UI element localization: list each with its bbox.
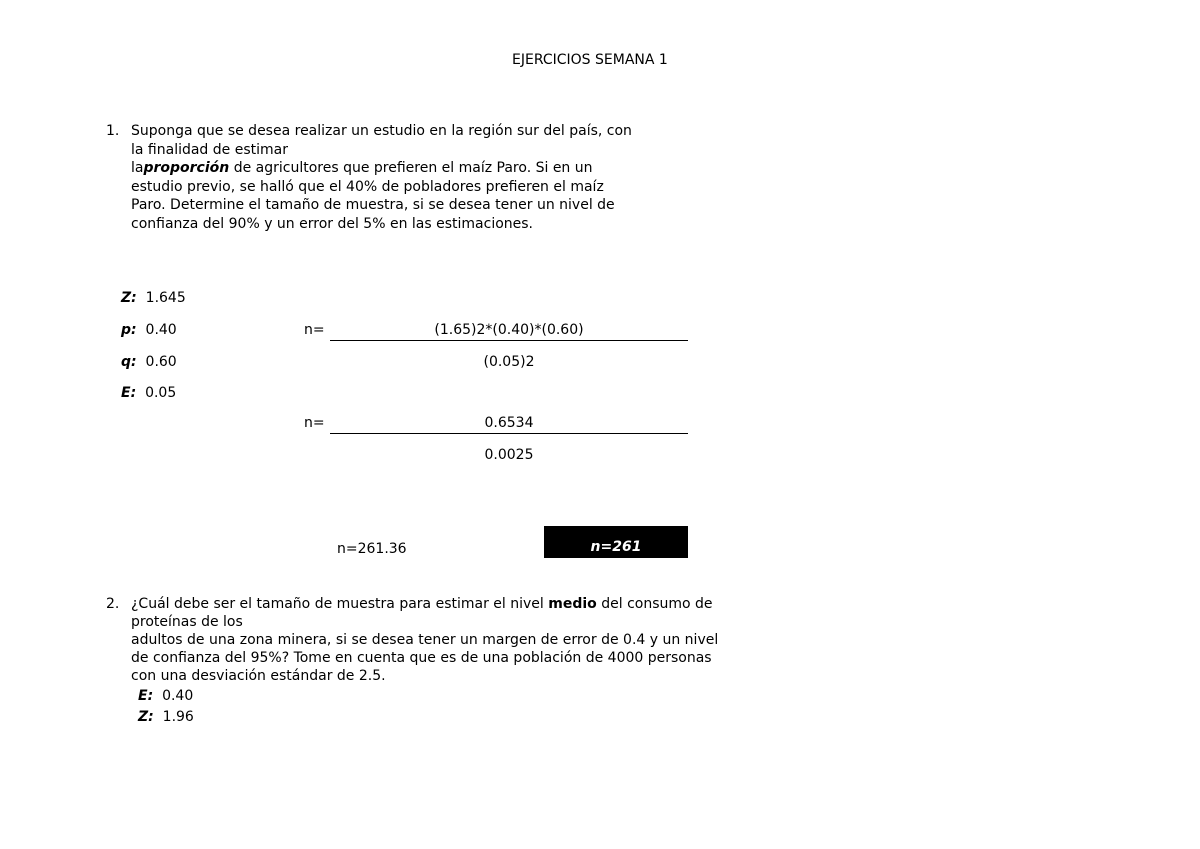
question-1-text (131, 122, 632, 233)
emphasis-proporcion: proporción (143, 160, 230, 176)
question-1-line: laproporción de agricultores que prefieren el maíz Paro. Si en un (131, 160, 593, 176)
variable-z: Z: 1.645 (121, 290, 186, 306)
question-2-text (131, 595, 718, 685)
question-1-line: la finalidad de estimar (131, 141, 288, 158)
formula-1-n-label: n= (304, 322, 325, 338)
question-1-number: 1. (106, 123, 120, 139)
result-rounded-box (544, 526, 688, 558)
formula-2-denominator: 0.0025 (484, 447, 534, 463)
formula-2-fraction-bar (330, 433, 688, 434)
question-2-line: con una desviación estándar de 2.5. (131, 668, 386, 684)
question-2-line: proteínas de los (131, 614, 243, 630)
variable-e-2: E: 0.40 (138, 688, 194, 704)
formula-1-denominator: (0.05)2 (483, 354, 535, 370)
question-1-line: Suponga que se desea realizar un estudio en la región sur del país, con (131, 123, 632, 139)
formula-1-numerator: (1.65)2*(0.40)*(0.60) (434, 322, 584, 338)
question-2-line: ¿Cuál debe ser el tamaño de muestra para estimar el nivel medio del consumo de (131, 596, 713, 612)
page-title: EJERCICIOS SEMANA 1 (512, 52, 668, 68)
variable-q: q: 0.60 (121, 354, 177, 370)
formula-1-fraction-bar (330, 340, 688, 341)
emphasis-medio: medio (548, 596, 597, 612)
question-1-line: estudio previo, se halló que el 40% de pobladores prefieren el maíz (131, 178, 604, 195)
question-1-line: Paro. Determine el tamaño de muestra, si se desea tener un nivel de (131, 197, 615, 213)
question-2-line: adultos de una zona minera, si se desea tener un margen de error de 0.4 y un nivel (131, 632, 719, 648)
variable-z-2: Z: 1.96 (138, 709, 194, 725)
result-raw: n=261.36 (337, 541, 407, 557)
formula-2-numerator: 0.6534 (484, 415, 534, 431)
question-2-number: 2. (106, 596, 120, 612)
variable-e: E: 0.05 (121, 385, 177, 401)
formula-2-n-label: n= (304, 415, 325, 431)
variable-p: p: 0.40 (121, 322, 177, 338)
result-rounded: n=261 (590, 539, 642, 555)
question-1-line: confianza del 90% y un error del 5% en las estimaciones. (131, 215, 534, 232)
question-2-line: de confianza del 95%? Tome en cuenta que es de una población de 4000 personas (131, 650, 712, 666)
